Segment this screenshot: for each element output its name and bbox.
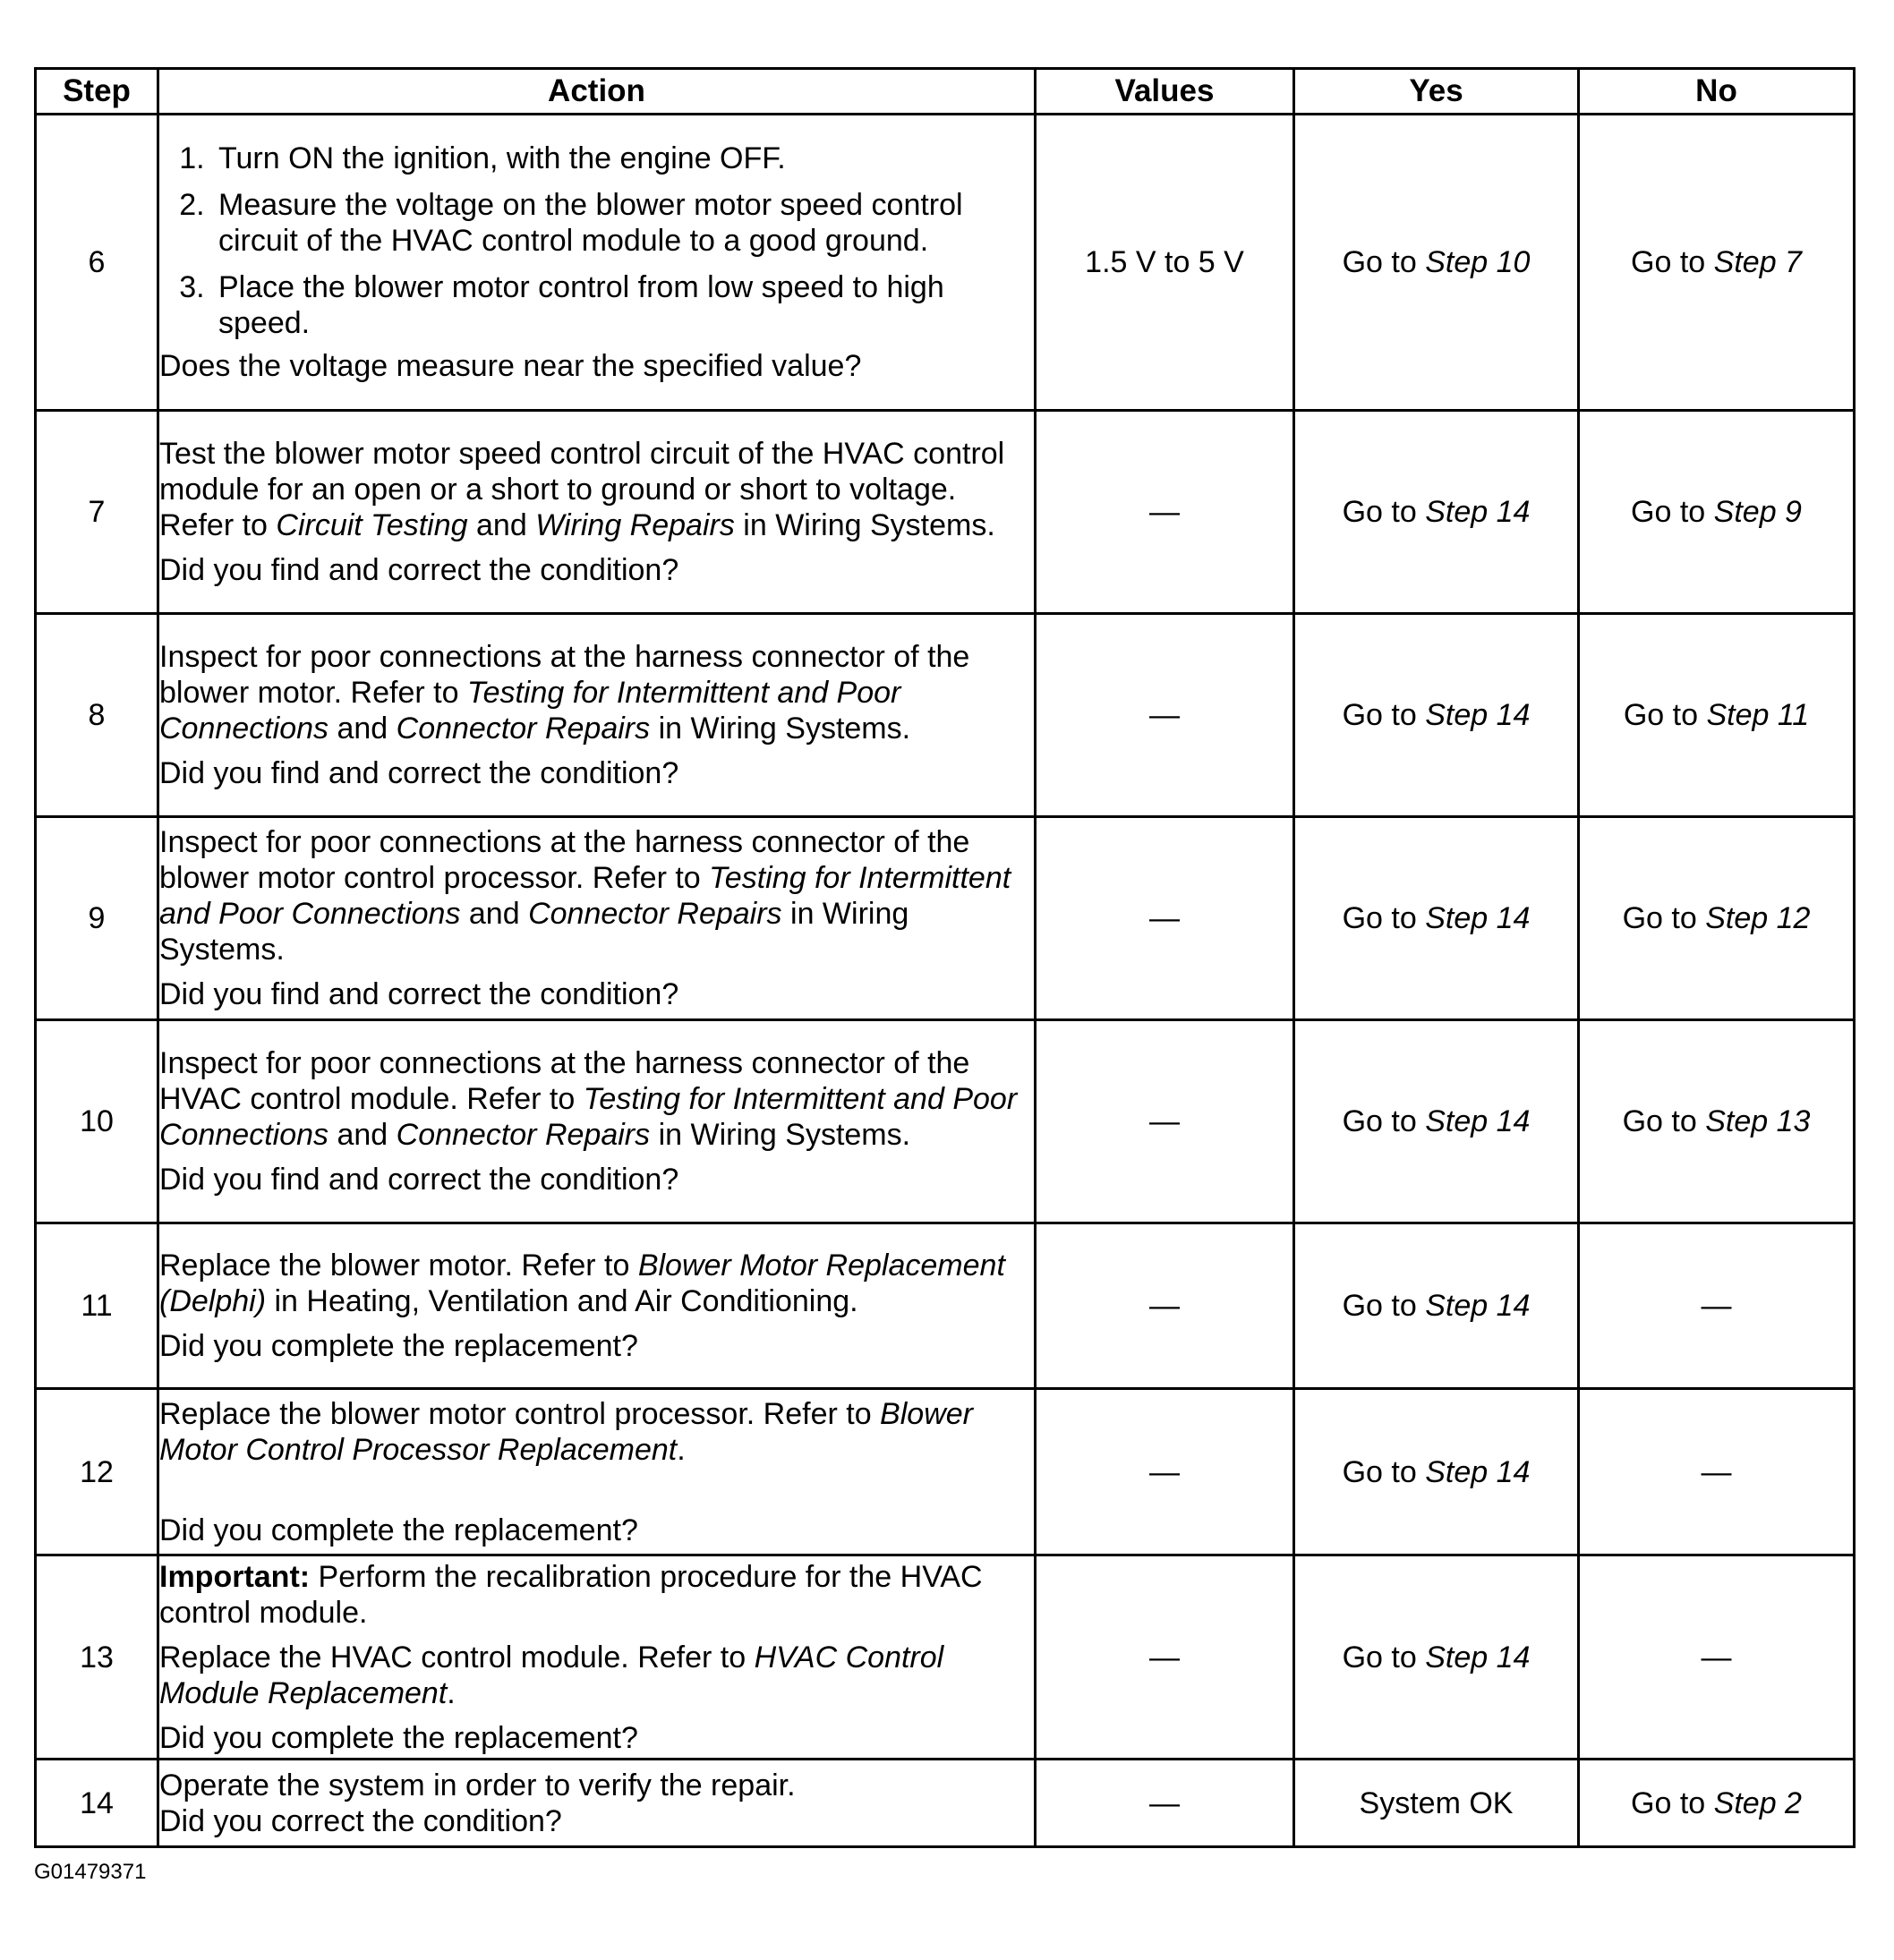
step-number: 8 [36, 614, 158, 817]
step-link: Step 2 [1713, 1785, 1802, 1820]
no-cell [1579, 411, 1855, 614]
action-text-part: and [460, 897, 529, 931]
action-text [159, 436, 1034, 543]
action-text-part: Test the blower motor speed control circuit of the HVAC control module for an open or a short to ground or short to voltage. Refer to [159, 437, 1005, 542]
goto-label: Go to [1622, 901, 1697, 935]
table-row [36, 1223, 1855, 1389]
no-cell [1579, 614, 1855, 817]
reference-title: Wiring Repairs [535, 508, 735, 542]
substep-list [159, 141, 1034, 341]
action-question: Did you find and correct the condition? [159, 756, 679, 790]
action-cell [158, 1555, 1036, 1760]
table-row [36, 1389, 1855, 1555]
no-cell [1579, 1020, 1855, 1223]
action-text-part: Inspect for poor connections at the harness connector of the HVAC control module. Refer to [159, 1046, 970, 1116]
reference-title: Connector Repairs [396, 712, 651, 746]
no-cell: — [1579, 1223, 1855, 1389]
action-text: Operate the system in order to verify the repair. [159, 1768, 796, 1802]
action-text-part: Replace the blower motor control processor. Refer to [159, 1396, 881, 1431]
action-question: Does the voltage measure near the specified value? [159, 349, 862, 383]
header-yes: Yes [1294, 69, 1579, 115]
step-link: Step 12 [1705, 901, 1811, 935]
reference-title: Testing for Intermittent and Poor Connections [159, 676, 901, 746]
goto-label: Go to [1342, 1104, 1417, 1138]
action-text-part: and [328, 1118, 397, 1152]
action-question: Did you complete the replacement? [159, 1720, 638, 1755]
step-number: 13 [36, 1555, 158, 1760]
action-question: Did you complete the replacement? [159, 1329, 638, 1363]
reference-title: Testing for Intermittent and Poor Connections [159, 861, 1011, 931]
goto-label: Go to [1623, 698, 1699, 732]
action-text-part: Inspect for poor connections at the harness connector of the blower motor. Refer to [159, 640, 970, 710]
yes-cell [1294, 411, 1579, 614]
goto-label: Go to [1342, 698, 1417, 732]
header-step: Step [36, 69, 158, 115]
action-text [159, 1248, 1034, 1319]
action-text [159, 1640, 1034, 1711]
reference-title: Testing for Intermittent and Poor Connections [159, 1082, 1018, 1152]
important-note [159, 1559, 1034, 1631]
step-link: Step 10 [1425, 245, 1531, 279]
action-text-part: . [677, 1432, 686, 1467]
table-row [36, 614, 1855, 817]
values-cell: — [1036, 1760, 1294, 1847]
step-link: Step 9 [1713, 495, 1802, 529]
substep: 2. Measure the voltage on the blower motor speed control circuit of the HVAC control module to a good ground. [213, 187, 1034, 259]
values-cell: — [1036, 411, 1294, 614]
yes-cell [1294, 1389, 1579, 1555]
values-cell: — [1036, 1555, 1294, 1760]
header-no: No [1579, 69, 1855, 115]
action-text [159, 1396, 1034, 1468]
no-cell [1579, 115, 1855, 411]
values-cell: 1.5 V to 5 V [1036, 115, 1294, 411]
action-cell [158, 614, 1036, 817]
step-link: Step 14 [1425, 698, 1531, 732]
values-cell: — [1036, 817, 1294, 1020]
step-number: 6 [36, 115, 158, 411]
table-row [36, 1555, 1855, 1760]
action-question: Did you find and correct the condition? [159, 1163, 679, 1197]
action-question: Did you find and correct the condition? [159, 977, 679, 1011]
step-link: Step 11 [1706, 698, 1810, 732]
table-row [36, 115, 1855, 411]
figure-id: G01479371 [34, 1860, 147, 1884]
step-number: 12 [36, 1389, 158, 1555]
action-question: Did you correct the condition? [159, 1803, 562, 1838]
goto-label: Go to [1342, 901, 1417, 935]
reference-title: Blower Motor Replacement (Delphi) [159, 1248, 1005, 1318]
goto-label: Go to [1631, 495, 1706, 529]
goto-label: Go to [1631, 1785, 1706, 1820]
action-text [159, 1045, 1034, 1153]
action-cell [158, 1223, 1036, 1389]
action-cell [158, 1760, 1036, 1847]
table-row [36, 1760, 1855, 1847]
substep: 1. Turn ON the ignition, with the engine OFF. [213, 141, 1034, 176]
table-row [36, 411, 1855, 614]
step-link: Step 14 [1425, 1454, 1531, 1489]
action-text-part: and [467, 508, 536, 542]
goto-label: Go to [1631, 245, 1706, 279]
goto-label: Go to [1342, 1640, 1417, 1675]
values-cell: — [1036, 1020, 1294, 1223]
action-text-part: in Wiring Systems. [650, 1118, 911, 1152]
header-row [36, 69, 1855, 115]
goto-label: Go to [1622, 1104, 1697, 1138]
action-text-part: Replace the HVAC control module. Refer to [159, 1640, 755, 1675]
step-link: Step 14 [1425, 901, 1531, 935]
yes-cell [1294, 1223, 1579, 1389]
step-number: 11 [36, 1223, 158, 1389]
action-text-part: and [328, 712, 397, 746]
table-row [36, 1020, 1855, 1223]
step-number: 7 [36, 411, 158, 614]
important-label: Important: [159, 1559, 311, 1594]
goto-label: Go to [1342, 1454, 1417, 1489]
action-text-part: in Wiring Systems. [159, 897, 909, 967]
reference-title: Blower Motor Control Processor Replacement [159, 1396, 973, 1467]
yes-cell [1294, 614, 1579, 817]
action-cell [158, 1389, 1036, 1555]
yes-cell [1294, 115, 1579, 411]
diagnostic-table [34, 67, 1856, 1848]
action-text-part: in Heating, Ventilation and Air Conditioning. [266, 1284, 858, 1318]
table-row [36, 817, 1855, 1020]
reference-title: Connector Repairs [528, 897, 782, 931]
action-cell [158, 411, 1036, 614]
values-cell: — [1036, 1223, 1294, 1389]
action-question: Did you complete the replacement? [159, 1513, 638, 1547]
action-text-part: Inspect for poor connections at the harness connector of the blower motor control processor. Refer to [159, 825, 970, 895]
step-link: Step 7 [1713, 245, 1802, 279]
values-cell: — [1036, 614, 1294, 817]
header-action: Action [158, 69, 1036, 115]
step-number: 10 [36, 1020, 158, 1223]
yes-cell [1294, 1555, 1579, 1760]
step-link: Step 14 [1425, 1289, 1531, 1323]
action-text-part: in Wiring Systems. [650, 712, 911, 746]
header-values: Values [1036, 69, 1294, 115]
yes-cell [1294, 817, 1579, 1020]
no-cell [1579, 1760, 1855, 1847]
reference-title: Connector Repairs [396, 1118, 651, 1152]
action-cell [158, 1020, 1036, 1223]
action-text [159, 639, 1034, 746]
reference-title: Circuit Testing [276, 508, 468, 542]
reference-title: HVAC Control Module Replacement [159, 1640, 944, 1710]
goto-label: Go to [1342, 1289, 1417, 1323]
step-link: Step 13 [1705, 1104, 1811, 1138]
action-text [159, 824, 1034, 967]
step-link: Step 14 [1425, 495, 1531, 529]
action-cell [158, 115, 1036, 411]
no-cell [1579, 817, 1855, 1020]
substep: 3. Place the blower motor control from low speed to high speed. [213, 269, 1034, 341]
step-number: 14 [36, 1760, 158, 1847]
no-cell: — [1579, 1555, 1855, 1760]
important-text: Perform the recalibration procedure for the HVAC control module. [159, 1559, 983, 1630]
goto-label: Go to [1342, 245, 1417, 279]
goto-label: Go to [1342, 495, 1417, 529]
action-text-part: Replace the blower motor. Refer to [159, 1248, 638, 1283]
values-cell: — [1036, 1389, 1294, 1555]
action-text-part: in Wiring Systems. [734, 508, 995, 542]
action-question: Did you find and correct the condition? [159, 553, 679, 587]
step-link: Step 14 [1425, 1640, 1531, 1675]
yes-cell: System OK [1294, 1760, 1579, 1847]
no-cell: — [1579, 1389, 1855, 1555]
step-number: 9 [36, 817, 158, 1020]
yes-cell [1294, 1020, 1579, 1223]
action-cell [158, 817, 1036, 1020]
action-text-part: . [447, 1675, 456, 1710]
step-link: Step 14 [1425, 1104, 1531, 1138]
